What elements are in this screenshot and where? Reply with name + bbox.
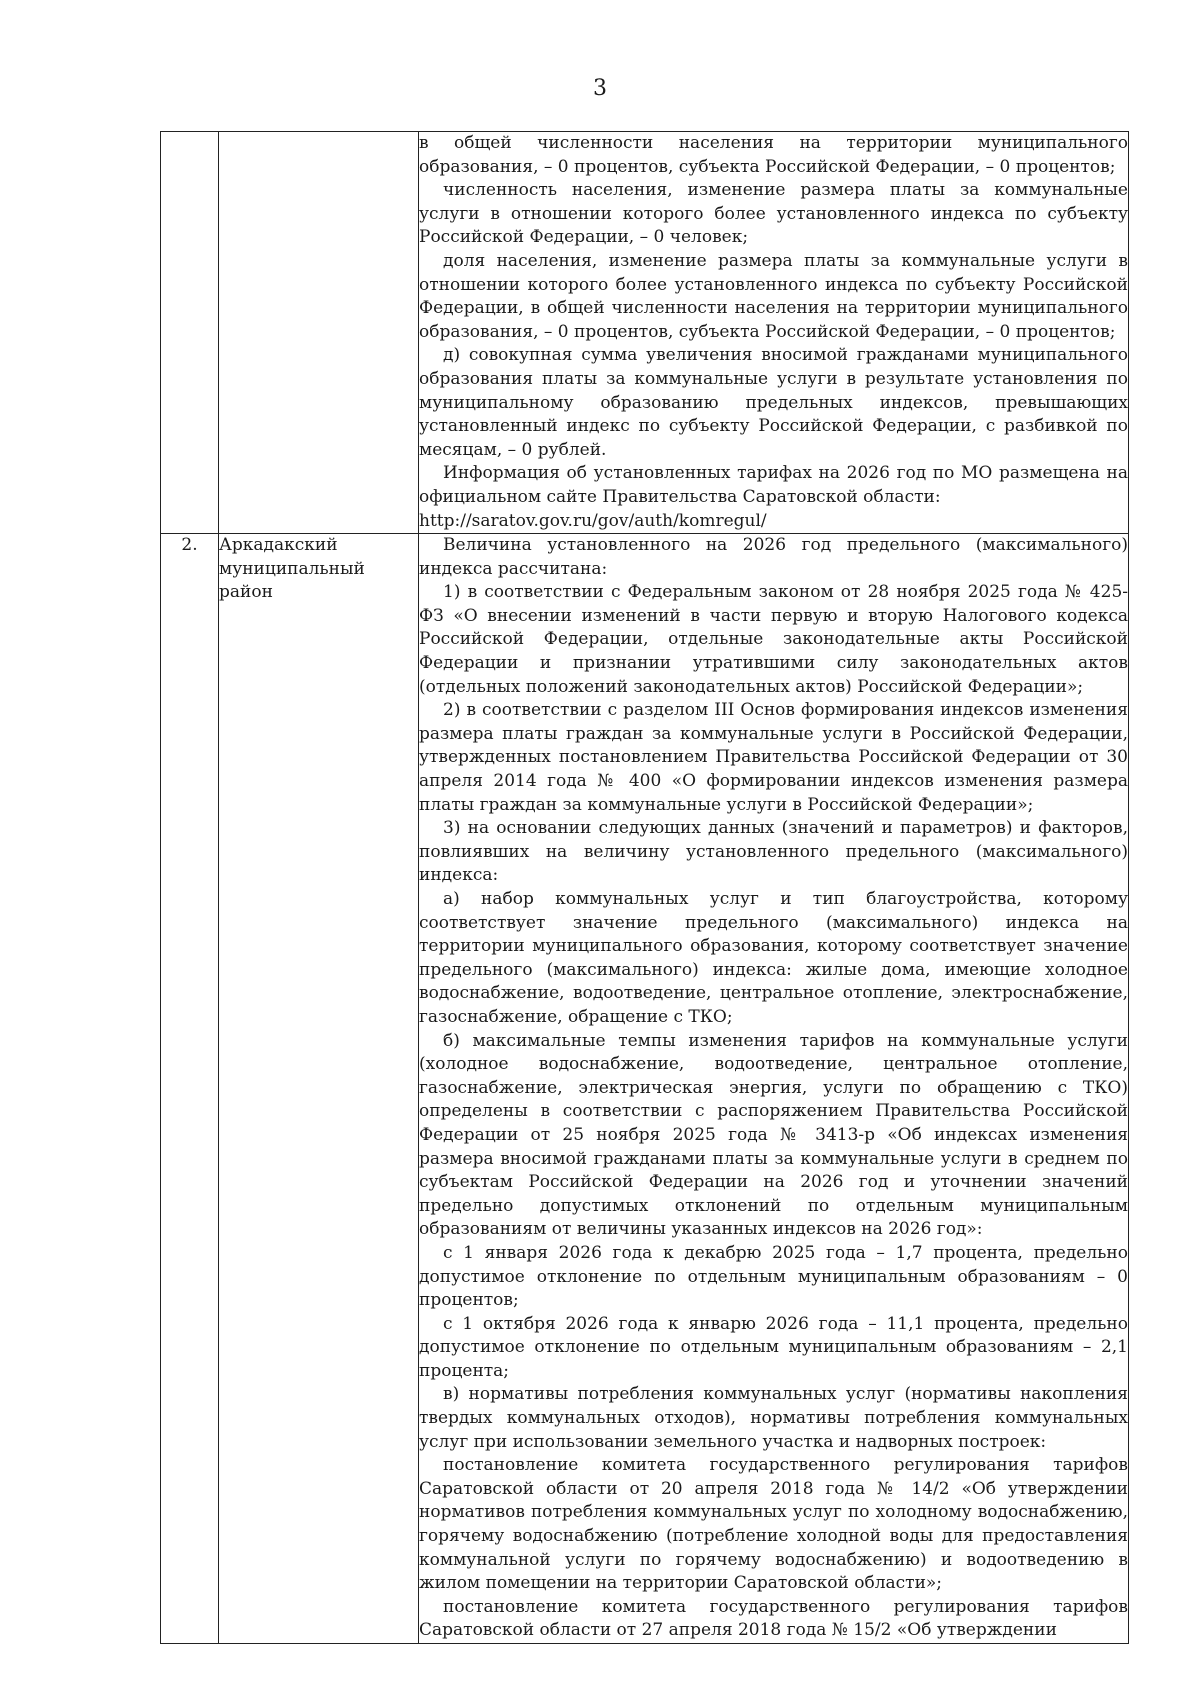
paragraph: постановление комитета государственного регулирования тарифов Саратовской области от 27 апреля 2018 года № 15/2 «Об утверждении [419, 1596, 1128, 1641]
paragraph: 3) на основании следующих данных (значений и параметров) и факторов, повлиявших на величину установленного предельного (максимального) индекса: [419, 818, 1128, 886]
paragraph: доля населения, изменение размера платы за коммунальные услуги в отношении которого более установленного индекса по субъекту Российской Федерации, в общей численности населения на территории муниципального образования, – 0 процентов, субъекта Российской Федерации, – 0 процентов; [419, 250, 1128, 342]
municipality-name-cell [219, 132, 419, 534]
paragraph: с 1 октября 2026 года к январю 2026 года – 11,1 процента, предельно допустимое отклонение по отдельным муниципальным образованиям – 2,1 процента; [419, 1313, 1128, 1381]
paragraph: д) совокупная сумма увеличения вносимой гражданами муниципального образования платы за коммунальные услуги в результате установления по муниципальному образованию предельных индексов, превышающих установленный индекс по субъекту Российской Федерации, с разбивкой по месяцам, – 0 рублей. [419, 345, 1128, 460]
paragraph: с 1 января 2026 года к декабрю 2025 года – 1,7 процента, предельно допустимое отклонение по отдельным муниципальным образованиям – 0 процентов; [419, 1242, 1128, 1311]
description-cell [419, 534, 1129, 1644]
paragraph: численность населения, изменение размера платы за коммунальные услуги в отношении которого более установленного индекса по субъекту Российской Федерации, – 0 человек; [419, 180, 1128, 248]
paragraph: в общей численности населения на территории муниципального образования, – 0 процентов, субъекта Российской Федерации, – 0 процентов; [419, 133, 1128, 177]
page-number: 3 [593, 76, 607, 101]
description-cell [419, 132, 1129, 534]
paragraph: б) максимальные темпы изменения тарифов на коммунальные услуги (холодное водоснабжение, водоотведение, центральное отопление, газоснабжение, электрическая энергия, услуги по обращению с ТКО) определены в соответствии с распоряжением Правительства Российской Федерации от 25 ноября 2025 года № 3413-р «Об индексах изменения размера вносимой гражданами платы за коммунальные услуги в среднем по субъектам Российской Федерации на 2026 год и уточнении значений предельно допустимых отклонений по отдельным муниципальным образованиям от величины указанных индексов на 2026 год»: [419, 1030, 1128, 1240]
municipality-name-cell: Аркадакский муниципальный район [219, 534, 419, 1644]
tariff-info-link[interactable]: http://saratov.gov.ru/gov/auth/komregul/ [419, 510, 767, 531]
paragraph: Информация об установленных тарифах на 2026 год по МО размещена на официальном сайте Правительства Саратовской области: [419, 463, 1128, 507]
row-number-cell: 2. [161, 534, 219, 1644]
table-row [161, 534, 1129, 1644]
paragraph: в) нормативы потребления коммунальных услуг (нормативы накопления твердых коммунальных отходов), нормативы потребления коммунальных услуг при использовании земельного участка и надворных построек: [419, 1384, 1128, 1452]
row-number-cell [161, 132, 219, 534]
paragraph: Величина установленного на 2026 год предельного (максимального) индекса рассчитана: [419, 535, 1128, 579]
document-table [160, 131, 1129, 1644]
paragraph: а) набор коммунальных услуг и тип благоустройства, которому соответствует значение предельного (максимального) индекса на территории муниципального образования, которому соответствует значение предельного (максимального) индекса: жилые дома, имеющие холодное водоснабжение, водоотведение, центральное отопление, электроснабжение, газоснабжение, обращение с ТКО; [419, 889, 1128, 1027]
paragraph: 2) в соответствии с разделом III Основ формирования индексов изменения размера платы граждан за коммунальные услуги в Российской Федерации, утвержденных постановлением Правительства Российской Федерации от 30 апреля 2014 года № 400 «О формировании индексов изменения размера платы граждан за коммунальные услуги в Российской Федерации»; [419, 700, 1128, 815]
paragraph: постановление комитета государственного регулирования тарифов Саратовской области от 20 апреля 2018 года № 14/2 «Об утверждении нормативов потребления коммунальных услуг по холодному водоснабжению, горячему водоснабжению (потребление холодной воды для предоставления коммунальной услуги по горячему водоснабжению) и водоотведению в жилом помещении на территории Саратовской области»; [419, 1455, 1128, 1594]
paragraph: 1) в соответствии с Федеральным законом от 28 ноября 2025 года № 425-ФЗ «О внесении изменений в части первую и вторую Налогового кодекса Российской Федерации, отдельные законодательные акты Российской Федерации и признании утратившими силу законодательных актов (отдельных положений законодательных актов) Российской Федерации»; [419, 582, 1128, 697]
table-row [161, 132, 1129, 534]
